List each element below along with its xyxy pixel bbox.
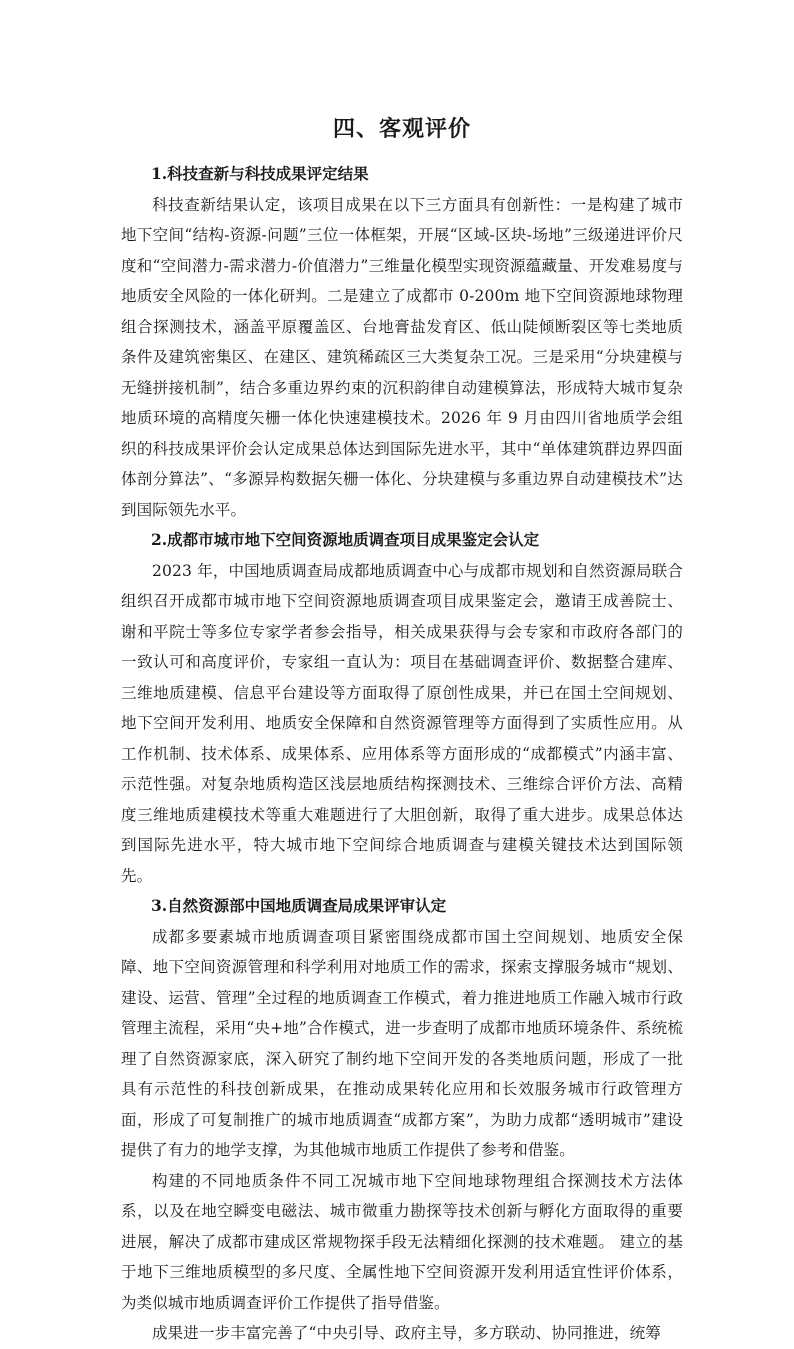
section-3-paragraph-1: 成都多要素城市地质调查项目紧密围绕成都市国土空间规划、地质安全保障、地下空间资源管理和科学利用对地质工作的需求，探索支撑服务城市“规划、建设、运营、管理”全过程的地质调查工作模式，着力推进地质工作融入城市行政管理主流程，采用“央+地”合作模式，进一步查明了成都市地质环境条件、系统梳理了自然资源家底，深入研究了制约地下空间开发的各类地质问题，形成了一批具有示范性的科技创新成果，在推动成果转化应用和长效服务城市行政管理方面，形成了可复制推广的城市地质调查“成都方案”，为助力成都“透明城市”建设提供了有力的地学支撑，为其他城市地质工作提供了参考和借鉴。 [121,927,683,1159]
section-1-heading: 1.科技查新与科技成果评定结果 [151,164,369,183]
section-1-paragraph-1: 科技查新结果认定，该项目成果在以下三方面具有创新性：一是构建了城市地下空间“结构-资源-问题”三位一体框架，开展“区域-区块-场地”三级递进评价尺度和“空间潜力-需求潜力-价值潜力”三维量化模型实现资源蕴藏量、开发难易度与地质安全风险的一体化研判。二是建立了成都市 0-200m 地下空间资源地球物理组合探测技术，涵盖平原覆盖区、台地膏盐发育区、低山陡倾断裂区等七类地质条件及建筑密集区、在建区、建筑稀疏区三大类复杂工况。三是采用“分块建模与无缝拼接机制”，结合多重边界约束的沉积韵律自动建模算法，形成特大城市复杂地质环境的高精度矢栅一体化快速建模技术。2026 年 9 月由四川省地质学会组织的科技成果评价会认定成果总体达到国际先进水平，其中“单体建筑群边界四面体剖分算法”、“多源异构数据矢栅一体化、分块建模与多重边界自动建模技术”达到国际领先水平。 [121,195,683,519]
section-3-paragraph-3: 成果进一步丰富完善了“中央引导、政府主导，多方联动、协同推进，统筹 [152,1324,661,1342]
section-2-heading: 2.成都市城市地下空间资源地质调查项目成果鉴定会认定 [151,530,540,549]
section-2-paragraph-1: 2023 年，中国地质调查局成都地质调查中心与成都市规划和自然资源局联合组织召开成都市城市地下空间资源地质调查项目成果鉴定会，邀请王成善院士、谢和平院士等多位专家学者参会指导，相关成果获得与会专家和市政府各部门的一致认可和高度评价，专家组一直认为：项目在基础调查评价、数据整合建库、三维地质建模、信息平台建设等方面取得了原创性成果，并已在国土空间规划、地下空间开发利用、地质安全保障和自然资源管理等方面得到了实质性应用。从工作机制、技术体系、成果体系、应用体系等方面形成的“成都模式”内涵丰富、示范性强。对复杂地质构造区浅层地质结构探测技术、三维综合评价方法、高精度三维地质建模技术等重大难题进行了大胆创新，取得了重大进步。成果总体达到国际先进水平，特大城市地下空间综合地质调查与建模关键技术达到国际领先。 [121,561,683,885]
section-3-paragraph-2: 构建的不同地质条件不同工况城市地下空间地球物理组合探测技术方法体系，以及在地空瞬变电磁法、城市微重力勘探等技术创新与孵化方面取得的重要进展，解决了成都市建成区常规物探手段无法精细化探测的技术难题。 建立的基于地下三维地质模型的多尺度、全属性地下空间资源开发利用适宜性评价体系，为类似城市地质调查评价工作提供了指导借鉴。 [121,1171,683,1312]
page-title: 四、客观评价 [332,117,471,142]
document-page [121,108,683,1349]
section-3-heading: 3.自然资源部中国地质调查局成果评审认定 [151,896,447,915]
